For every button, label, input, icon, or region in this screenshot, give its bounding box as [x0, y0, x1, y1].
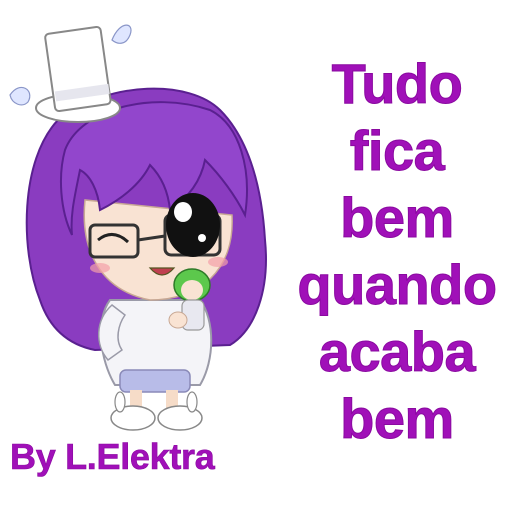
- quote-line: bem: [340, 186, 454, 249]
- skirt: [120, 370, 190, 392]
- quote-line: bem: [340, 387, 454, 450]
- wing-icon-left: [10, 87, 30, 104]
- eye-right: [166, 193, 220, 257]
- author-credit: By L.Elektra: [10, 436, 215, 477]
- quote-line: fica: [349, 119, 445, 182]
- quote-line: quando: [297, 253, 497, 316]
- quote-text: [292, 50, 502, 452]
- top-hat: [36, 26, 120, 122]
- wing-icon-top: [112, 25, 131, 43]
- hand: [169, 312, 187, 328]
- quote-line: acaba: [318, 320, 476, 383]
- quote-line: Tudo: [331, 52, 463, 115]
